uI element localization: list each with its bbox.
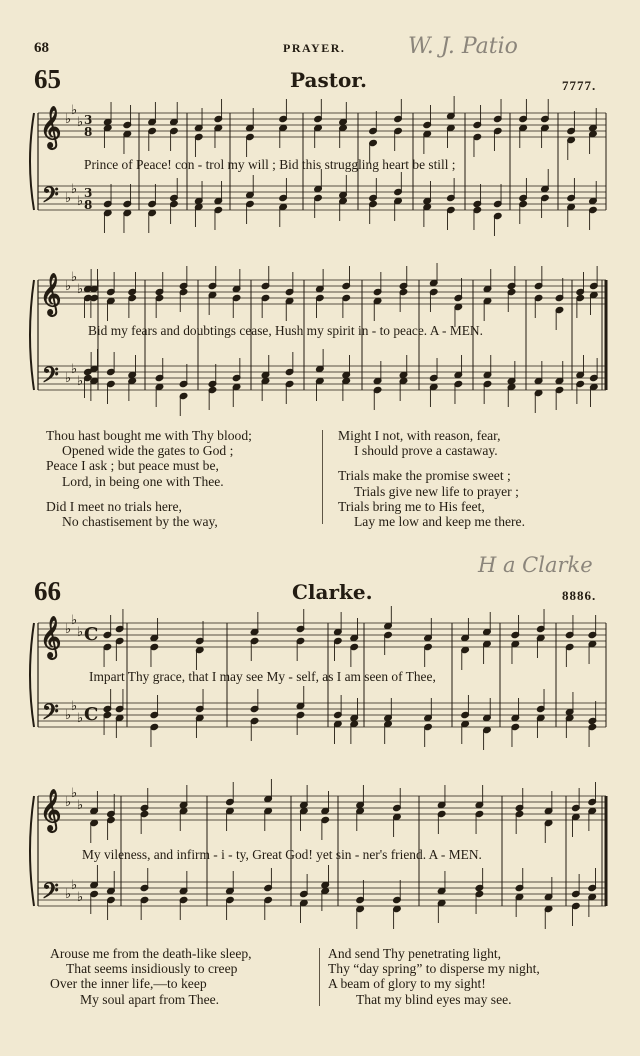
treble-clef-icon: 𝄞 [40,616,62,658]
flat-icon: ♭ [65,191,72,206]
pencil-annotation-middle: H a Clarke [478,553,593,577]
verse-column-right [338,428,525,529]
flat-icon: ♭ [65,887,72,902]
flat-icon: ♭ [77,115,84,130]
flat-icon: ♭ [71,270,78,285]
flat-icon: ♭ [77,374,84,389]
column-divider [322,430,323,524]
verse-line: That my blind eyes may see. [356,991,512,1007]
verse-line: Over the inner life,—to keep [50,976,207,992]
lyric-line: Prince of Peace! con - trol my will ; Bid this struggling heart be still ; [84,157,456,172]
section-title: PRAYER. [283,41,346,55]
treble-clef-icon: 𝄞 [40,106,62,148]
flat-icon: ♭ [65,112,72,127]
bass-clef-icon: 𝄢 [42,700,59,730]
bass-clef-icon: 𝄢 [42,183,59,213]
verse-line: My soul apart from Thee. [80,991,220,1007]
meter: 8886. [562,588,597,603]
hymn-number: 65 [34,64,61,94]
verse-line: Trials bring me to His feet, [338,498,485,514]
verse-line: And send Thy penetrating light, [328,946,502,961]
verse-column-left [46,428,252,529]
verse-line: No chastisement by the way, [62,514,218,530]
verse-line: Peace I ask ; but peace must be, [46,458,219,474]
verse-line: Trials make the promise sweet ; [338,468,511,484]
flat-icon: ♭ [65,795,72,810]
column-divider [319,948,320,1006]
treble-clef-icon: 𝄞 [40,273,62,315]
verse-line: Thy “day spring” to disperse my night, [328,961,540,977]
flat-icon: ♭ [71,613,78,628]
hymn-number: 66 [34,576,61,606]
flat-icon: ♭ [65,622,72,637]
time-signature: 3 [84,113,93,127]
flat-icon: ♭ [77,625,84,640]
flat-icon: ♭ [71,182,78,197]
page-number: 68 [34,40,49,56]
flat-icon: ♭ [65,371,72,386]
verse-line: That seems insidiously to creep [66,961,238,977]
brace [30,796,34,906]
verse-line: Lord, in being one with Thee. [62,473,224,489]
time-signature: 8 [84,198,93,212]
flat-icon: ♭ [77,890,84,905]
verse-line: Opened wide the gates to God ; [62,443,234,459]
verse-line: I should prove a castaway. [354,443,498,459]
verse-line: Lay me low and keep me there. [354,514,525,530]
flat-icon: ♭ [65,279,72,294]
lyric-line: Impart Thy grace, that I may see My - self, as I am seen of Thee, [89,669,436,684]
time-signature: 8 [84,125,93,139]
flat-icon: ♭ [77,798,84,813]
treble-clef-icon: 𝄞 [40,789,62,831]
time-signature: C [84,624,99,645]
brace [30,280,34,390]
flat-icon: ♭ [77,194,84,209]
time-signature: C [84,704,99,725]
meter: 7777. [562,78,597,93]
bass-clef-icon: 𝄢 [42,363,59,393]
verse-line: Arouse me from the death-like sleep, [50,946,252,961]
pencil-annotation-top: W. J. Patio [408,34,518,59]
verse-line: Might I not, with reason, fear, [338,428,501,443]
time-signature: 3 [84,186,93,200]
verse-column-right [328,946,540,1007]
verse-line: Did I meet no trials here, [46,498,182,514]
verse-line: Thou hast bought me with Thy blood; [46,428,252,443]
flat-icon: ♭ [65,708,72,723]
lyric-line: Bid my fears and doubtings cease, Hush my spirit in - to peace. A - MEN. [88,323,483,338]
bass-clef-icon: 𝄢 [42,879,59,909]
flat-icon: ♭ [71,878,78,893]
flat-icon: ♭ [71,103,78,118]
brace [30,113,34,210]
tune-name: Pastor. [290,68,367,92]
lyric-line: My vileness, and infirm - i - ty, Great God! yet sin - ner's friend. A - MEN. [82,847,482,862]
verse-line: A beam of glory to my sight! [328,976,486,992]
flat-icon: ♭ [77,282,84,297]
flat-icon: ♭ [77,711,84,726]
verse-column-left [50,946,252,1007]
verse-line: Trials give new life to prayer ; [354,483,519,499]
flat-icon: ♭ [71,786,78,801]
flat-icon: ♭ [71,362,78,377]
brace [30,623,34,727]
tune-name: Clarke. [292,580,373,604]
flat-icon: ♭ [71,699,78,714]
